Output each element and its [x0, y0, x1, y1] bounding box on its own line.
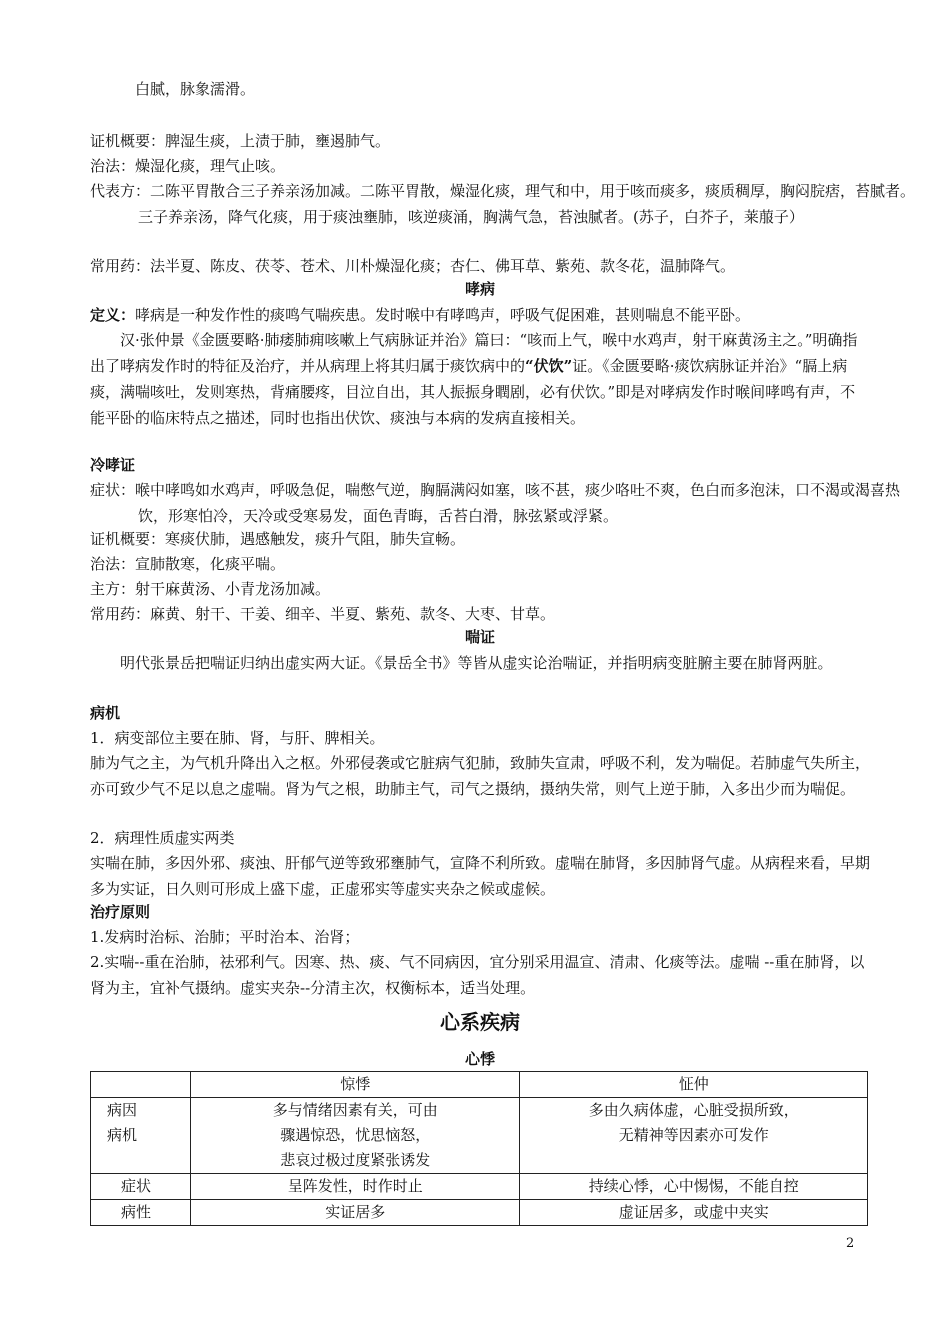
cell-line: 悲哀过极过度紧张诱发: [280, 1151, 431, 1169]
text-line: 白腻，脉象濡滑。: [135, 80, 256, 98]
subsection-title: 病机: [90, 704, 121, 722]
table-row: [91, 1098, 868, 1174]
table-cell: [190, 1098, 520, 1174]
cell-line: 骤遇惊恐，忧思恼怒，: [280, 1126, 431, 1144]
text-line: 治法：燥湿化痰，理气止咳。: [90, 157, 286, 175]
text-line: 常用药：法半夏、陈皮、茯苓、苍术、川朴燥湿化痰；杏仁、佛耳草、紫苑、款冬花，温肺降气。: [90, 257, 736, 275]
row-label: [91, 1098, 191, 1174]
text-line: 证机概要：脾湿生痰，上渍于肺，壅遏肺气。: [90, 132, 391, 150]
text-paragraph: 2.实喘--重在治肺，祛邪利气。因寒、热、痰、气不同病因，宜分别采用温宣、清肃、化痰等法。虚喘 --重在肺肾，以肾为主，宜补气摄纳。虚实夹杂--分清主次，权衡标本，适当处理。: [90, 953, 865, 997]
text-line: 证机概要：寒痰伏肺，遇感触发，痰升气阻，肺失宣畅。: [90, 530, 466, 548]
text-line: 治法：宣肺散寒，化痰平喘。: [90, 555, 286, 573]
table-cell: 持续心悸，心中惕惕，不能自控: [520, 1174, 868, 1200]
table-header-row: [91, 1072, 868, 1098]
header-cell: 惊悸: [190, 1072, 520, 1098]
label-line: 病机: [107, 1126, 138, 1144]
cell-line: 无精神等因素亦可发作: [618, 1126, 769, 1144]
page-number: 2: [846, 1236, 855, 1251]
section-title: 哮病: [464, 280, 495, 298]
text-line: 1.发病时治标、治肺；平时治本、治肾；: [90, 928, 360, 946]
text-line: 主方：射干麻黄汤、小青龙汤加减。: [90, 580, 331, 598]
row-label: 症状: [91, 1174, 191, 1200]
cell-line: 多由久病体虚，心脏受损所致，: [588, 1101, 799, 1119]
text-line: 1．病变部位主要在肺、肾，与肝、脾相关。: [90, 729, 385, 747]
paragraph-part: 证。《金匮要略·痰饮病脉证并治》“膈上病痰，满喘咳吐，发则寒热，背痛腰疼，目泣自出，其人振振身瞤剧，必有伏饮。”即是对哮病发作时喉间哮鸣有声，不能平卧的临床特点之描述，同时也指出伏饮、痰浊与本病的发病直接相关。: [90, 357, 856, 427]
header-cell: [91, 1072, 191, 1098]
table-row: [91, 1174, 868, 1200]
chapter-title: 心系疾病: [440, 1010, 520, 1034]
subsection-title: 治疗原则: [90, 903, 151, 921]
text-paragraph: 肺为气之主，为气机升降出入之枢。外邪侵袭或它脏病气犯肺，致肺失宣肃，呼吸不利，发为喘促。若肺虚气失所主，亦可致少气不足以息之虚喘。肾为气之根，助肺主气，司气之摄纳，摄纳失常，则气上逆于肺，入多出少而为喘促。: [90, 754, 871, 798]
table-cell: [520, 1098, 868, 1174]
paragraph-bold: “伏饮”: [525, 357, 573, 375]
table-cell: 虚证居多，或虚中夹实: [520, 1200, 868, 1226]
header-cell: 怔仲: [520, 1072, 868, 1098]
subsection-title: 冷哮证: [90, 456, 136, 474]
label-line: 病因: [107, 1101, 138, 1119]
text-paragraph: [90, 327, 870, 431]
text-paragraph: 明代张景岳把喘证归纳出虚实两大证。《景岳全书》等皆从虚实论治喘证，并指明病变脏腑主要在肺肾两脏。: [120, 654, 833, 672]
table-row: [91, 1200, 868, 1226]
text-paragraph: 实喘在肺，多因外邪、痰浊、肝郁气逆等致邪壅肺气，宣降不利所致。虚喘在肺肾，多因肺肾气虚。从病程来看，早期多为实证，日久则可形成上盛下虚，正虚邪实等虚实夹杂之候或虚候。: [90, 854, 871, 898]
table-title: 心悸: [464, 1050, 495, 1068]
section-title: 喘证: [464, 628, 495, 646]
table-cell: 呈阵发性，时作时止: [190, 1174, 520, 1200]
definition-label: 定义：: [90, 306, 136, 324]
text-paragraph: 代表方：二陈平胃散合三子养亲汤加减。二陈平胃散，燥湿化痰，理气和中，用于咳而痰多，痰质稠厚，胸闷脘痞，苔腻者。三子养亲汤，降气化痰，用于痰浊壅肺，咳逆痰涌，胸满气急，苔浊腻者。(苏子，白芥子，莱菔子）: [90, 182, 916, 226]
table-cell: 实证居多: [190, 1200, 520, 1226]
row-label: 病性: [91, 1200, 191, 1226]
text-line: 常用药：麻黄、射干、干姜、细辛、半夏、紫苑、款冬、大枣、甘草。: [90, 605, 556, 623]
text-paragraph: 症状：喉中哮鸣如水鸡声，呼吸急促，喘憋气逆，胸膈满闷如塞，咳不甚，痰少咯吐不爽，色白而多泡沫，口不渴或渴喜热饮，形寒怕冷，天冷或受寒易发，面色青晦，舌苔白滑，脉弦紧或浮紧。: [90, 481, 901, 525]
text-line: 2．病理性质虚实两类: [90, 829, 235, 847]
definition: [90, 302, 870, 328]
comparison-table: [90, 1071, 868, 1226]
cell-line: 多与情绪因素有关，可由: [272, 1101, 438, 1119]
paragraph-part: 汉·张仲景《金匮要略·肺痿肺痈咳嗽上气病脉证并治》篇曰：“咳而上气，喉中水鸡声，射干麻黄汤主之。”明确指出了哮病发作时的特征及治疗，并从病理上将其归属于痰饮病中的: [90, 331, 858, 375]
definition-text: 哮病是一种发作性的痰鸣气喘疾患。发时喉中有哮鸣声，呼吸气促困难，甚则喘息不能平卧。: [135, 306, 751, 324]
